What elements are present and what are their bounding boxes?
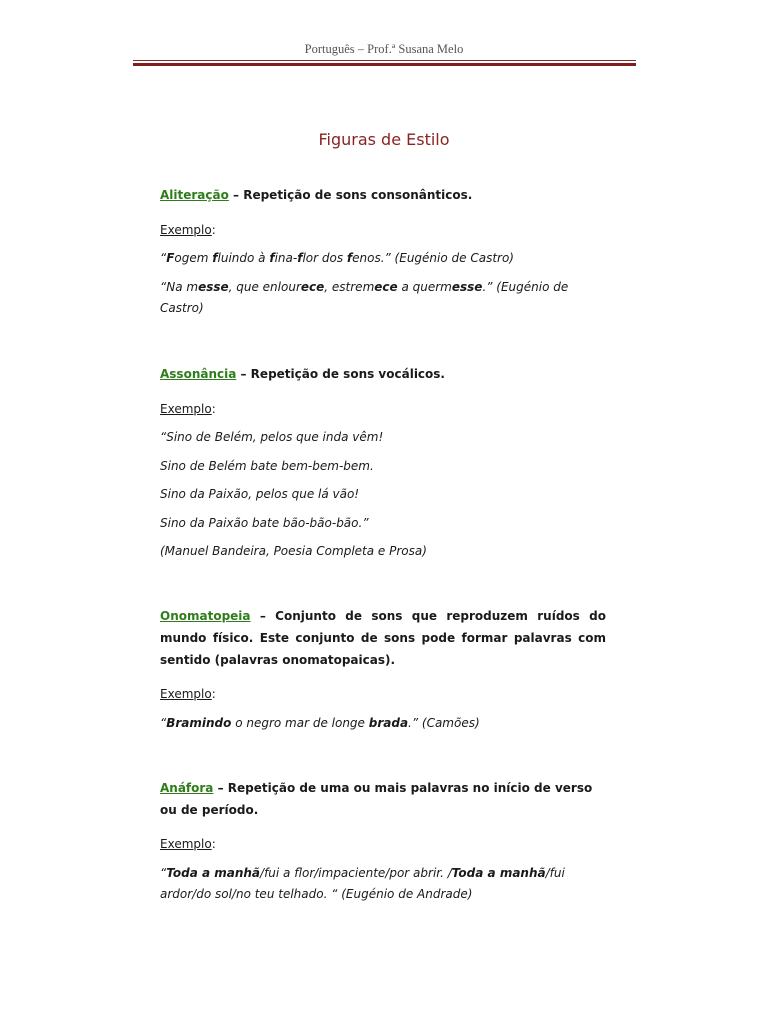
term-aliteracao[interactable]: Aliteração [160, 188, 229, 202]
definition-onomatopeia [160, 605, 606, 671]
term-onomatopeia[interactable]: Onomatopeia [160, 609, 251, 623]
example-label: Exemplo: [160, 223, 216, 237]
example-aliteracao-2 [160, 277, 570, 319]
section-anafora [160, 777, 606, 821]
definition-text: – Repetição de sons consonânticos. [228, 188, 473, 202]
example-assonancia-line-2: Sino de Belém bate bem-bem-bem. [160, 459, 374, 473]
header-rule-thin [133, 60, 636, 61]
example-assonancia-line-4: Sino da Paixão bate bão-bão-bão.” [160, 516, 369, 530]
section-aliteracao [160, 184, 606, 206]
section-onomatopeia [160, 605, 606, 671]
definition-anafora [160, 777, 606, 821]
header-rule-thick [133, 63, 636, 66]
example-label-block [160, 836, 606, 852]
definition-assonancia [160, 363, 606, 385]
quote-line: “Toda a manhã/fui a flor/impaciente/por abrir. /Toda a manhã/fui ardor/do sol/no teu telhado. “ (Eugénio de Andrade) [160, 866, 565, 901]
example-aliteracao-1 [160, 248, 606, 269]
term-anafora[interactable]: Anáfora [160, 781, 214, 795]
quote-line: “Fogem fluindo à fina-flor dos fenos.” (Eugénio de Castro) [160, 251, 514, 265]
quote-line: “Bramindo o negro mar de longe brada.” (Camões) [160, 716, 480, 730]
example-assonancia-line-3: Sino da Paixão, pelos que lá vão! [160, 487, 360, 501]
definition-aliteracao [160, 184, 606, 206]
section-assonancia [160, 363, 606, 385]
example-label-block [160, 222, 606, 238]
page-header: Português – Prof.ª Susana Melo [304, 42, 464, 56]
page-title: Figuras de Estilo [318, 130, 450, 149]
definition-text: – Repetição de uma ou mais palavras no início de verso ou de período. [160, 781, 593, 817]
example-anafora [160, 863, 580, 905]
example-label-block [160, 401, 606, 417]
example-onomatopeia [160, 713, 606, 734]
example-label-block [160, 686, 606, 702]
quote-line: “Na messe, que enlourece, estremece a quermesse.” (Eugénio de Castro) [160, 280, 569, 315]
example-assonancia-line-1: “Sino de Belém, pelos que inda vêm! [160, 430, 384, 444]
example-label: Exemplo: [160, 402, 216, 416]
term-assonancia[interactable]: Assonância [160, 367, 237, 381]
example-assonancia-source: (Manuel Bandeira, Poesia Completa e Prosa) [160, 544, 427, 558]
example-label: Exemplo: [160, 837, 216, 851]
definition-text: – Repetição de sons vocálicos. [236, 367, 445, 381]
example-label: Exemplo: [160, 687, 216, 701]
definition-text: – Conjunto de sons que reproduzem ruídos do mundo físico. Este conjunto de sons pode formar palavras com sentido (palavras onomatopaicas). [160, 609, 606, 667]
